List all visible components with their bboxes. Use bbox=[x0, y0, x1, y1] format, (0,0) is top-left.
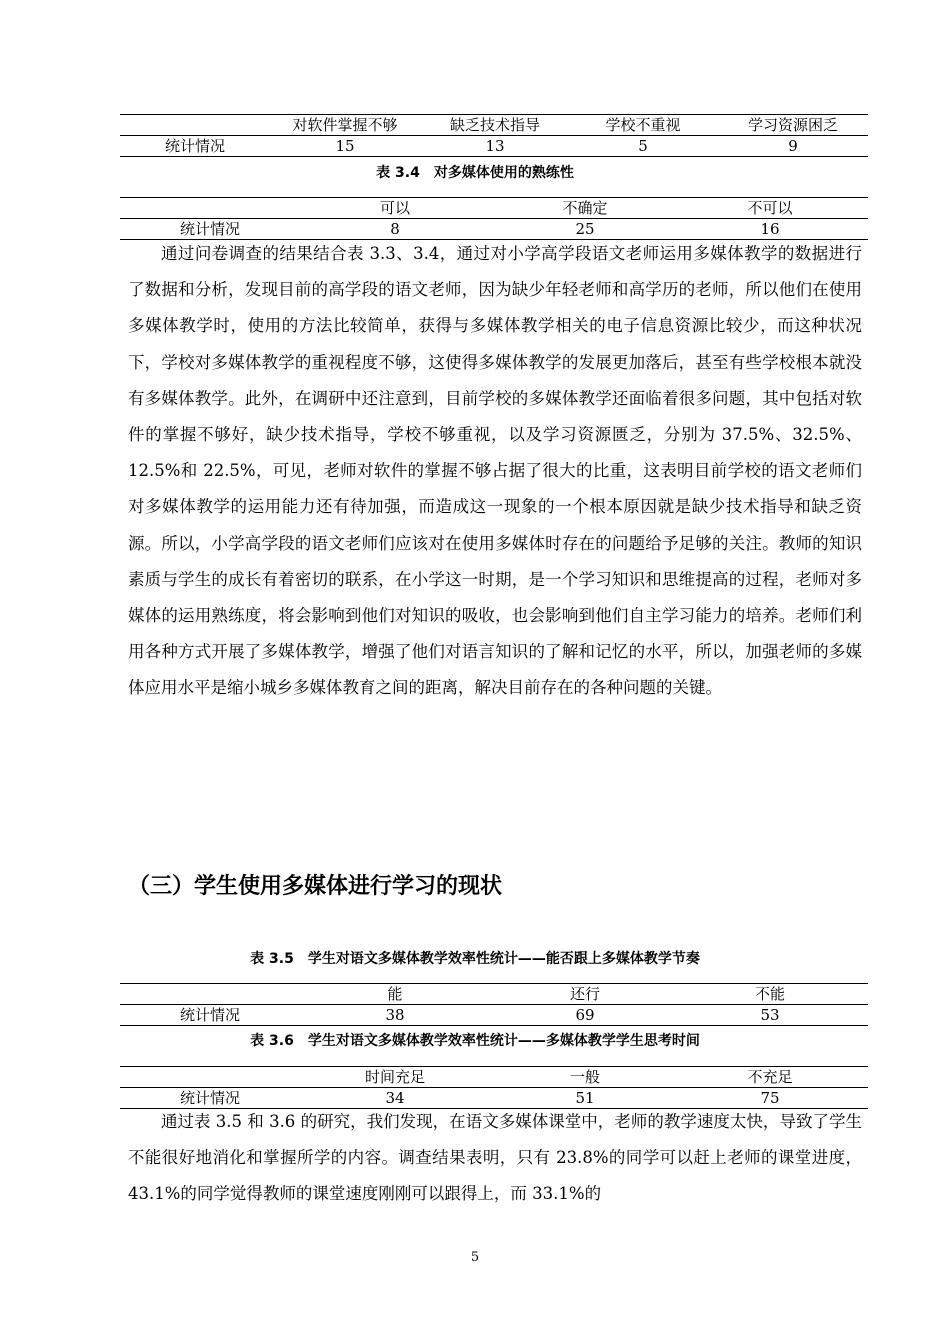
table-value-cell: 9 bbox=[788, 137, 798, 155]
table-rule-middle bbox=[120, 135, 868, 136]
table-header-cell: 不确定 bbox=[562, 199, 608, 217]
table-value-cell: 15 bbox=[335, 137, 355, 155]
table-header-cell: 不充足 bbox=[747, 1068, 793, 1086]
table-keep-pace bbox=[120, 983, 868, 1027]
table-header-cell: 缺乏技术指导 bbox=[449, 116, 540, 134]
table-value-cell: 34 bbox=[385, 1089, 405, 1107]
table-caption-3-4: 表 3.4 对多媒体使用的熟练性 bbox=[376, 165, 574, 181]
body-paragraph-student-analysis: 通过表 3.5 和 3.6 的研究，我们发现，在语文多媒体课堂中，老师的教学速度太快，导致了学生不能很好地消化和掌握所学的内容。调查结果表明，只有 23.8%的同学可以赶上老师的课堂进度，43.1%的同学觉得教师的课堂速度刚刚可以跟得上，而 33.1%的 bbox=[128, 1112, 862, 1204]
section-heading: （三）学生使用多媒体进行学习的现状 bbox=[128, 874, 503, 899]
table-header-cell: 可以 bbox=[379, 199, 410, 217]
table-header-cell: 能 bbox=[387, 985, 403, 1003]
table-header-cell: 学校不重视 bbox=[605, 116, 681, 134]
table-value-cell: 8 bbox=[390, 220, 400, 238]
table-software-issues bbox=[120, 114, 868, 158]
table-caption-3-5: 表 3.5 学生对语文多媒体教学效率性统计——能否跟上多媒体教学节奏 bbox=[250, 951, 700, 967]
table-row-label: 统计情况 bbox=[179, 1006, 240, 1024]
table-header-cell: 还行 bbox=[569, 985, 600, 1003]
body-paragraph-teacher-analysis: 通过问卷调查的结果结合表 3.3、3.4，通过对小学高学段语文老师运用多媒体教学的数据进行了数据和分析，发现目前的高学段的语文老师，因为缺少年轻老师和高学历的老师，所以他们在使用多媒体教学时，使用的方法比较简单，获得与多媒体教学相关的电子信息资源比较少，而这种状况下，学校对多媒体教学的重视程度不够，这使得多媒体教学的发展更加落后，甚至有些学校根本就没有多媒体教学。此外，在调研中还注意到，目前学校的多媒体教学还面临着很多问题，其中包括对软件的掌握不够好，缺少技术指导，学校不够重视，以及学习资源匮乏，分别为 37.5%、32.5%、12.5%和 22.5%，可见，老师对软件的掌握不够占据了很大的比重，这表明目前学校的语文老师们对多媒体教学的运用能力还有待加强，而造成这一现象的一个根本原因就是缺少技术指导和缺乏资源。所以，小学高学段的语文老师们应该对在使用多媒体时存在的问题给予足够的关注。教师的知识素质与学生的成长有着密切的联系，在小学这一时期，是一个学习知识和思维提高的过程，老师对多媒体的运用熟练度，将会影响到他们对知识的吸收，也会影响到他们自主学习能力的培养。老师们利用各种方式开展了多媒体教学，增强了他们对语言知识的了解和记忆的水平，所以，加强老师的多媒体应用水平是缩小城乡多媒体教育之间的距离，解决目前存在的各种问题的关键。 bbox=[128, 244, 862, 698]
table-value-cell: 13 bbox=[485, 137, 505, 155]
table-value-cell: 69 bbox=[575, 1006, 595, 1024]
table-value-cell: 25 bbox=[575, 220, 595, 238]
table-caption-3-6: 表 3.6 学生对语文多媒体教学效率性统计——多媒体教学学生思考时间 bbox=[250, 1033, 700, 1049]
table-value-cell: 5 bbox=[638, 137, 648, 155]
table-row-label: 统计情况 bbox=[179, 220, 240, 238]
table-value-cell: 38 bbox=[385, 1006, 405, 1024]
page-number: 5 bbox=[470, 1250, 480, 1265]
table-rule-top bbox=[120, 197, 868, 198]
table-value-cell: 75 bbox=[760, 1089, 780, 1107]
table-header-cell: 不可以 bbox=[747, 199, 793, 217]
table-rule-top bbox=[120, 1066, 868, 1067]
table-rule-middle bbox=[120, 1004, 868, 1005]
table-header-cell: 对软件掌握不够 bbox=[292, 116, 398, 134]
table-rule-top bbox=[120, 983, 868, 984]
table-rule-middle bbox=[120, 218, 868, 219]
table-rule-bottom bbox=[120, 1025, 868, 1026]
table-value-cell: 53 bbox=[760, 1006, 780, 1024]
table-value-cell: 51 bbox=[575, 1089, 595, 1107]
table-header-cell: 一般 bbox=[569, 1068, 600, 1086]
table-row-label: 统计情况 bbox=[164, 137, 225, 155]
table-header-cell: 时间充足 bbox=[364, 1068, 425, 1086]
table-header-cell: 不能 bbox=[754, 985, 785, 1003]
table-rule-middle bbox=[120, 1087, 868, 1088]
table-rule-bottom bbox=[120, 156, 868, 157]
table-row-label: 统计情况 bbox=[179, 1089, 240, 1107]
table-rule-top bbox=[120, 114, 868, 115]
table-header-cell: 学习资源困乏 bbox=[747, 116, 838, 134]
table-value-cell: 16 bbox=[760, 220, 780, 238]
table-proficiency bbox=[120, 197, 868, 241]
